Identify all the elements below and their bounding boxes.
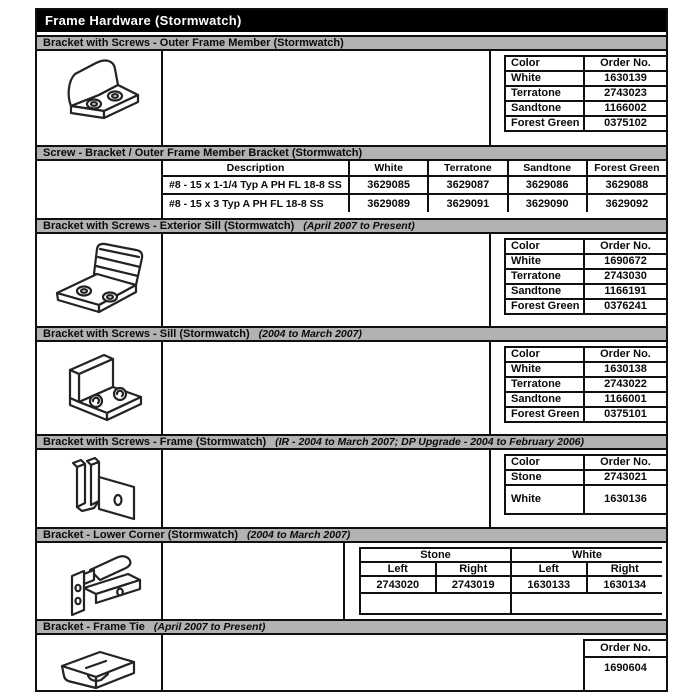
part-image-cell <box>37 161 163 218</box>
order-table-cell <box>491 450 666 527</box>
column-header: Color <box>505 455 584 470</box>
order-table-cell <box>491 342 666 434</box>
section-title: Bracket - Frame Tie <box>43 621 145 633</box>
table-row: White 1630138 <box>505 362 666 377</box>
order-table <box>504 346 666 423</box>
order-table <box>504 55 666 132</box>
section-header-outer-frame-member <box>37 35 666 51</box>
table-row: Terratone 2743023 <box>505 86 666 101</box>
section-title: Bracket with Screws - Exterior Sill (Stormwatch) <box>43 220 295 232</box>
section-header-sill <box>37 326 666 342</box>
table-row: White 1630139 <box>505 71 666 86</box>
column-header: Color <box>505 56 584 71</box>
table-row: White 1630136 <box>505 485 666 514</box>
column-header: Order No. <box>584 347 666 362</box>
frame-bracket-icon <box>44 451 154 527</box>
table-row: Terratone 2743030 <box>505 269 666 284</box>
column-header: Color <box>505 347 584 362</box>
section-title: Bracket with Screws - Frame (Stormwatch) <box>43 436 267 448</box>
section-title: Bracket with Screws - Sill (Stormwatch) <box>43 328 250 340</box>
section-body-frame-tie <box>37 635 666 690</box>
section-date-note: (IR - 2004 to March 2007; DP Upgrade - 2004 to February 2006) <box>275 436 585 448</box>
column-header: Left <box>360 562 436 576</box>
column-header: Order No. <box>584 56 666 71</box>
catalog-frame <box>35 8 668 692</box>
table-row: Stone 2743021 <box>505 470 666 485</box>
column-header: Color <box>505 239 584 254</box>
section-body-sill <box>37 342 666 434</box>
section-title: Bracket with Screws - Outer Frame Member (Stormwatch) <box>43 37 344 49</box>
part-image-cell <box>37 635 163 690</box>
section-body-frame <box>37 450 666 527</box>
table-empty-row <box>360 593 662 614</box>
empty-cell <box>163 51 491 145</box>
screw-table <box>163 161 666 212</box>
empty-cell <box>163 450 491 527</box>
section-header-exterior-sill <box>37 218 666 234</box>
section-body-screw <box>37 161 666 218</box>
page-title: Frame Hardware (Stormwatch) <box>37 10 666 32</box>
section-title: Bracket - Lower Corner (Stormwatch) <box>43 529 238 541</box>
column-header: Left <box>511 562 587 576</box>
order-box <box>583 639 666 690</box>
lower-corner-table <box>359 547 662 615</box>
table-header-row: Description White Terratone Sandtone Forest Green <box>163 161 666 176</box>
column-header: Order No. <box>584 239 666 254</box>
table-row: #8 - 15 x 3 Typ A PH FL 18-8 SS 3629089 3629091 3629090 3629092 <box>163 194 666 212</box>
order-table-cell <box>491 234 666 326</box>
order-table <box>504 238 666 315</box>
part-image-cell <box>37 450 163 527</box>
part-image-cell <box>37 342 163 434</box>
section-header-frame <box>37 434 666 450</box>
empty-cell <box>163 342 491 434</box>
section-date-note: (April 2007 to Present) <box>153 621 266 633</box>
table-row: Sandtone 1166191 <box>505 284 666 299</box>
table-row: Forest Green 0375101 <box>505 407 666 422</box>
order-table-cell <box>345 543 666 619</box>
table-group-header-row <box>360 548 662 562</box>
sill-bracket-icon <box>44 344 154 432</box>
order-table-cell <box>491 51 666 145</box>
order-table-cell <box>565 635 666 690</box>
table-row: White 1690672 <box>505 254 666 269</box>
table-row: Sandtone 1166001 <box>505 392 666 407</box>
section-date-note: (2004 to March 2007) <box>246 529 351 541</box>
outer-frame-bracket-icon <box>44 54 154 142</box>
column-header: Order No. <box>584 455 666 470</box>
table-row: Forest Green 0375102 <box>505 116 666 131</box>
section-header-frame-tie <box>37 619 666 635</box>
section-title: Screw - Bracket / Outer Frame Member Bracket (Stormwatch) <box>43 147 363 159</box>
order-number: 1690604 <box>604 662 647 674</box>
empty-cell <box>163 635 565 690</box>
empty-cell <box>163 234 491 326</box>
table-row: 2743020 2743019 1630133 1630134 <box>360 576 662 593</box>
column-header: Order No. <box>585 641 666 658</box>
table-row: Forest Green 0376241 <box>505 299 666 314</box>
exterior-sill-bracket-icon <box>44 236 154 324</box>
table-header-row <box>360 562 662 576</box>
section-header-lower-corner <box>37 527 666 543</box>
section-body-lower-corner <box>37 543 666 619</box>
table-row: Terratone 2743022 <box>505 377 666 392</box>
column-group-header: White <box>511 548 662 562</box>
order-table <box>504 454 666 515</box>
part-image-cell <box>37 543 163 619</box>
screw-table-cell <box>163 161 666 218</box>
column-group-header: Stone <box>360 548 511 562</box>
section-date-note: (April 2007 to Present) <box>303 220 415 232</box>
section-date-note: (2004 to March 2007) <box>258 328 362 340</box>
column-header: Right <box>587 562 663 576</box>
part-image-cell <box>37 51 163 145</box>
part-image-cell <box>37 234 163 326</box>
lower-corner-bracket-icon <box>44 544 154 618</box>
table-row: #8 - 15 x 1-1/4 Typ A PH FL 18-8 SS 3629085 3629087 3629086 3629088 <box>163 176 666 194</box>
frame-tie-bracket-icon <box>44 635 154 690</box>
table-row: Sandtone 1166002 <box>505 101 666 116</box>
section-body-exterior-sill <box>37 234 666 326</box>
column-header: Right <box>436 562 512 576</box>
empty-cell <box>163 543 345 619</box>
section-body-outer-frame-member <box>37 51 666 145</box>
section-header-screw <box>37 145 666 161</box>
